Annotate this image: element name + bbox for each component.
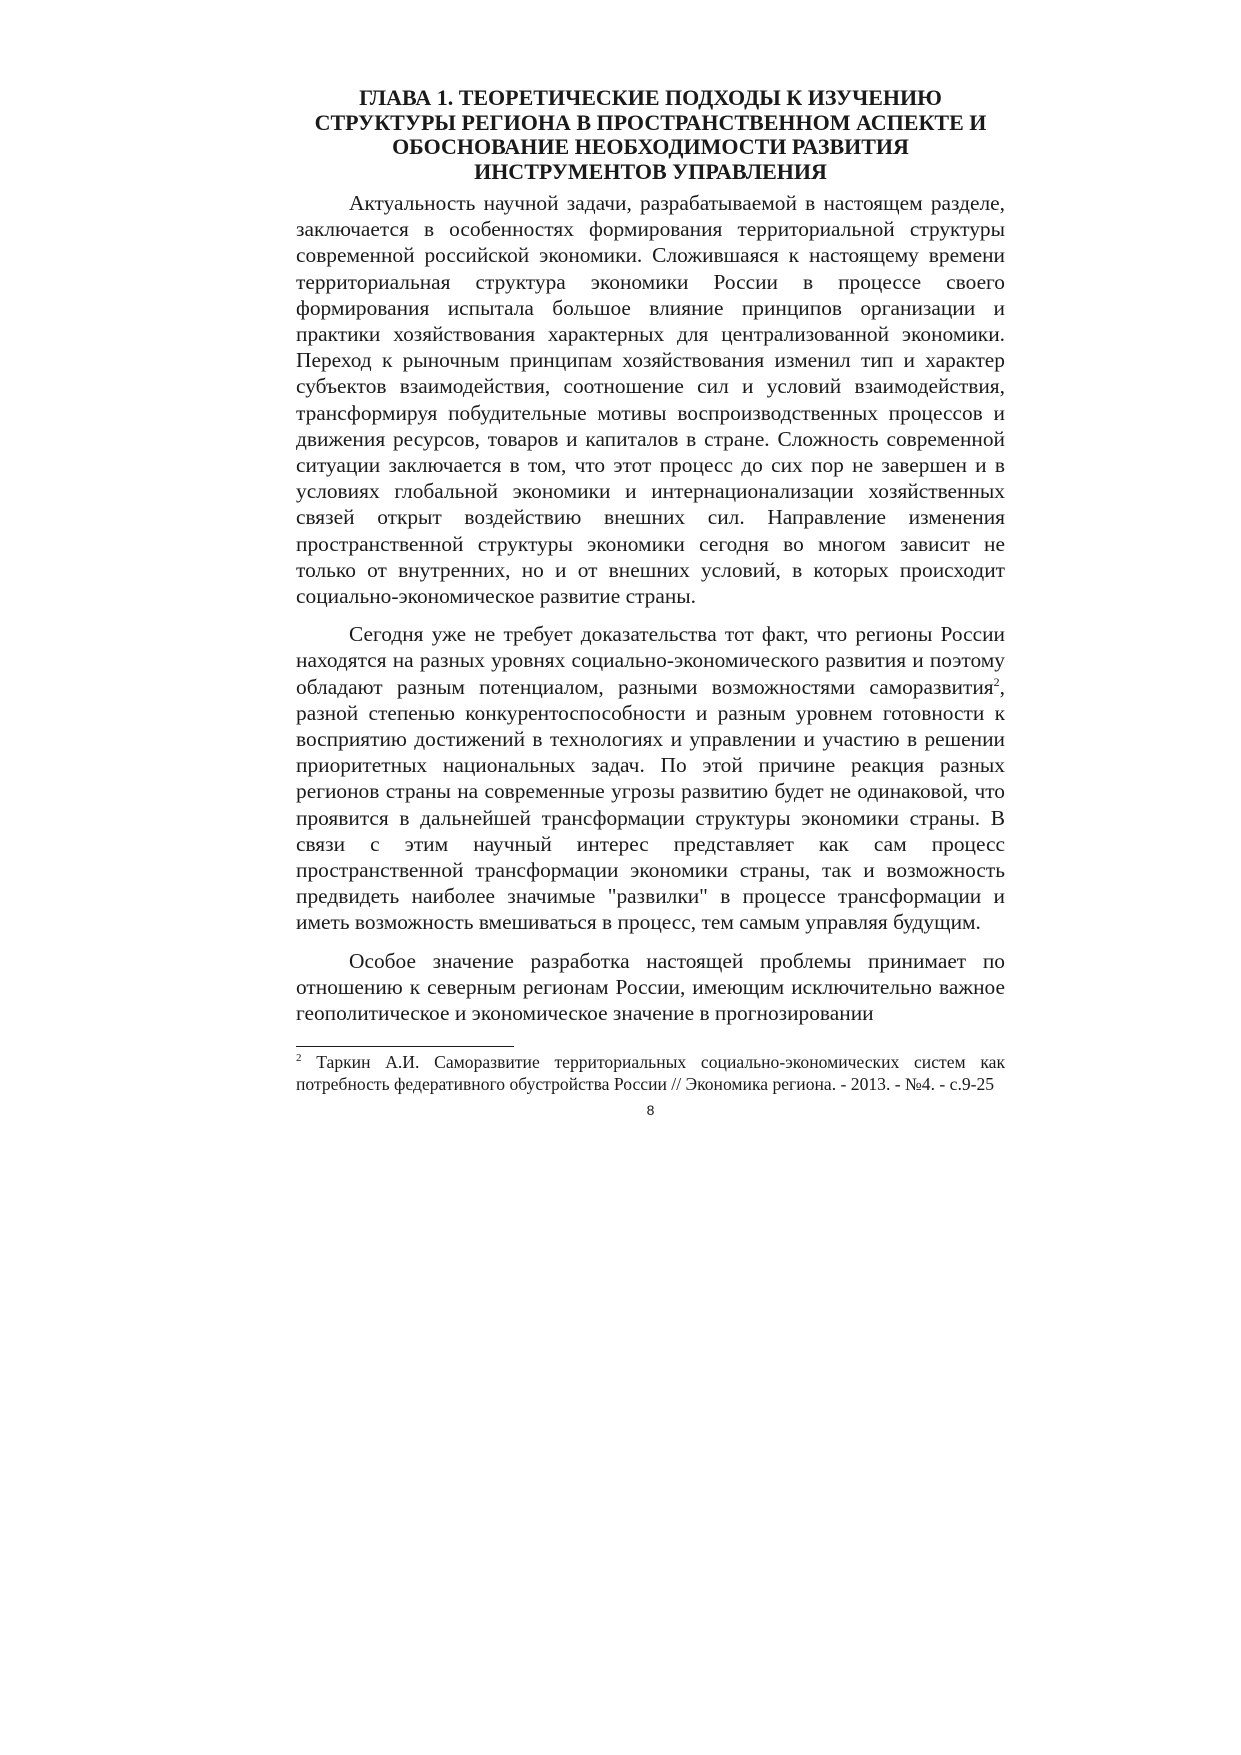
paragraph-text: Сегодня уже не требует доказательства тот факт, что регионы России находятся на разных уровнях социально-экономического развития и поэтому обладают разным потенциалом, разными возможностями саморазвития <box>296 622 1005 699</box>
footnote-divider <box>296 1046 514 1047</box>
footnote-reference[interactable]: 2 <box>993 674 1000 689</box>
chapter-title-line: ОБОСНОВАНИЕ НЕОБХОДИМОСТИ РАЗВИТИЯ <box>392 134 909 159</box>
footnote-text: Таркин А.И. Саморазвитие территориальных социально-экономических систем как потребность федеративного обустройства России // Экономика региона. - 2013. - №4. - с.9-25 <box>296 1052 1005 1095</box>
page-number: 8 <box>646 1102 655 1119</box>
paragraph-relevance: Актуальность научной задачи, разрабатываемой в настоящем разделе, заключается в особенностях формирования территориальной структуры современной российской экономики. Сложившаяся к настоящему времени территориальная структура экономики России в процессе своего формирования испытала большое влияние принципов организации и практики хозяйствования характерных для централизованной экономики. Переход к рыночным принципам хозяйствования изменил тип и характер субъектов взаимодействия, соотношение сил и условий взаимодействия, трансформируя побудительные мотивы воспроизводственных процессов и движения ресурсов, товаров и капиталов в стране. Сложность современной ситуации заключается в том, что этот процесс до сих пор не завершен и в условиях глобальной экономики и интернационализации хозяйственных связей открыт воздействию внешних сил. Направление изменения пространственной структуры экономики сегодня во многом зависит не только от внутренних, но и от внешних условий, в которых происходит социально-экономическое развитие страны. <box>296 191 1005 609</box>
chapter-title-line: СТРУКТУРЫ РЕГИОНА В ПРОСТРАНСТВЕННОМ АСПЕКТЕ И <box>314 109 987 135</box>
chapter-title-line: ИНСТРУМЕНТОВ УПРАВЛЕНИЯ <box>474 158 827 184</box>
paragraph-northern-regions: Особое значение разработка настоящей проблемы принимает по отношению к северным регионам России, имеющим исключительно важное геополитическое и экономическое значение в прогнозировании <box>296 948 1005 1026</box>
chapter-title-line: ГЛАВА 1. ТЕОРЕТИЧЕСКИЕ ПОДХОДЫ К ИЗУЧЕНИЮ <box>359 85 942 110</box>
paragraph-regions <box>296 621 1005 935</box>
footnote <box>296 1051 1005 1095</box>
chapter-title <box>296 86 1005 184</box>
footnote-marker: 2 <box>296 1052 302 1065</box>
paragraph-text: , разной степенью конкурентоспособности и разным уровнем готовности к восприятию достижений в технологиях и управлении и участию в решении приоритетных национальных задач. По этой причине реакция разных регионов страны на современные угрозы развитию будет не одинаковой, что проявится в дальнейшей трансформации структуры экономики страны. В связи с этим научный интерес представляет как сам процесс пространственной трансформации экономики страны, так и возможность предвидеть наиболее значимые "развилки" в процессе трансформации и иметь возможность вмешиваться в процесс, тем самым управляя будущим. <box>296 674 1005 935</box>
document-page <box>296 86 1005 1118</box>
